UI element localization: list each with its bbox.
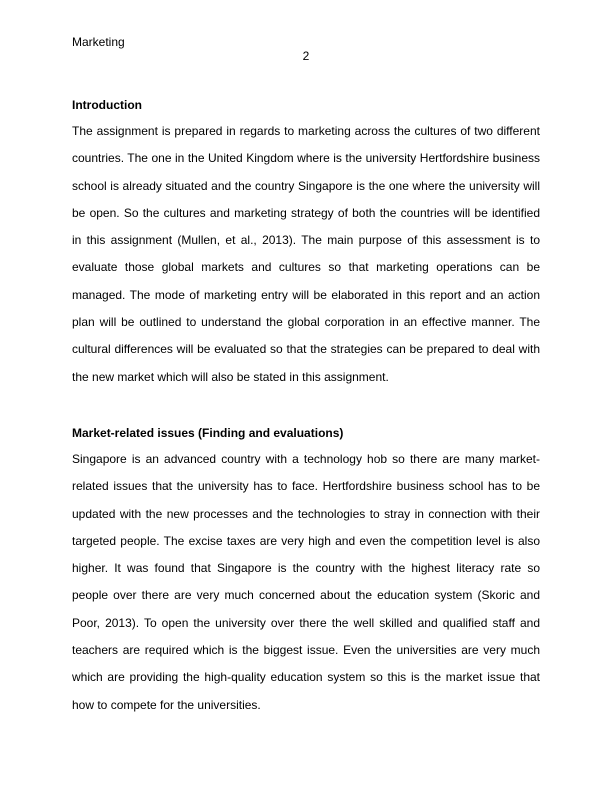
paragraph-line: people over there are very much concerned about the education system (Skoric and bbox=[72, 588, 540, 603]
paragraph-line: plan will be outlined to understand the global corporation in an effective manner. The bbox=[72, 315, 540, 330]
paragraph-line: school is already situated and the country Singapore is the one where the university will bbox=[72, 178, 540, 193]
paragraph-line: in this assignment (Mullen, et al., 2013). The main purpose of this assessment is to bbox=[72, 233, 540, 248]
paragraph-line: evaluate those global markets and cultures so that marketing operations can be bbox=[72, 260, 540, 275]
running-head: Marketing bbox=[72, 35, 125, 49]
paragraph-line: higher. It was found that Singapore is the country with the highest literacy rate so bbox=[72, 561, 540, 576]
paragraph-line: updated with the new processes and the technologies to stray in connection with their bbox=[72, 506, 540, 521]
paragraph-line: countries. The one in the United Kingdom where is the university Hertfordshire business bbox=[72, 151, 540, 166]
paragraph-line: targeted people. The excise taxes are very high and even the competition level is also bbox=[72, 533, 540, 548]
section-heading-market-related-issues: Market-related issues (Finding and evaluations) bbox=[72, 426, 344, 440]
paragraph-line: cultural differences will be evaluated so that the strategies can be prepared to deal with bbox=[72, 342, 540, 357]
paragraph-line: The assignment is prepared in regards to marketing across the cultures of two different bbox=[72, 124, 540, 138]
paragraph-line: the new market which will also be stated in this assignment. bbox=[72, 369, 389, 384]
paragraph-line: teachers are required which is the biggest issue. Even the universities are very much bbox=[72, 643, 540, 658]
page-number: 2 bbox=[302, 49, 310, 63]
paragraph-line: Poor, 2013). To open the university over there the well skilled and qualified staff and bbox=[72, 615, 540, 630]
paragraph-line: Singapore is an advanced country with a technology hob so there are many market- bbox=[72, 452, 540, 466]
paragraph-line: related issues that the university has to face. Hertfordshire business school has to be bbox=[72, 479, 540, 494]
paragraph-line: managed. The mode of marketing entry will be elaborated in this report and an action bbox=[72, 287, 540, 302]
section-heading-introduction: Introduction bbox=[72, 98, 142, 112]
introduction-paragraph bbox=[72, 118, 540, 391]
paragraph-line: be open. So the cultures and marketing strategy of both the countries will be identified bbox=[72, 205, 540, 220]
market-issues-paragraph bbox=[72, 446, 540, 719]
paragraph-line: how to compete for the universities. bbox=[72, 697, 261, 712]
paragraph-line: which are providing the high-quality education system so this is the market issue that bbox=[72, 670, 540, 685]
